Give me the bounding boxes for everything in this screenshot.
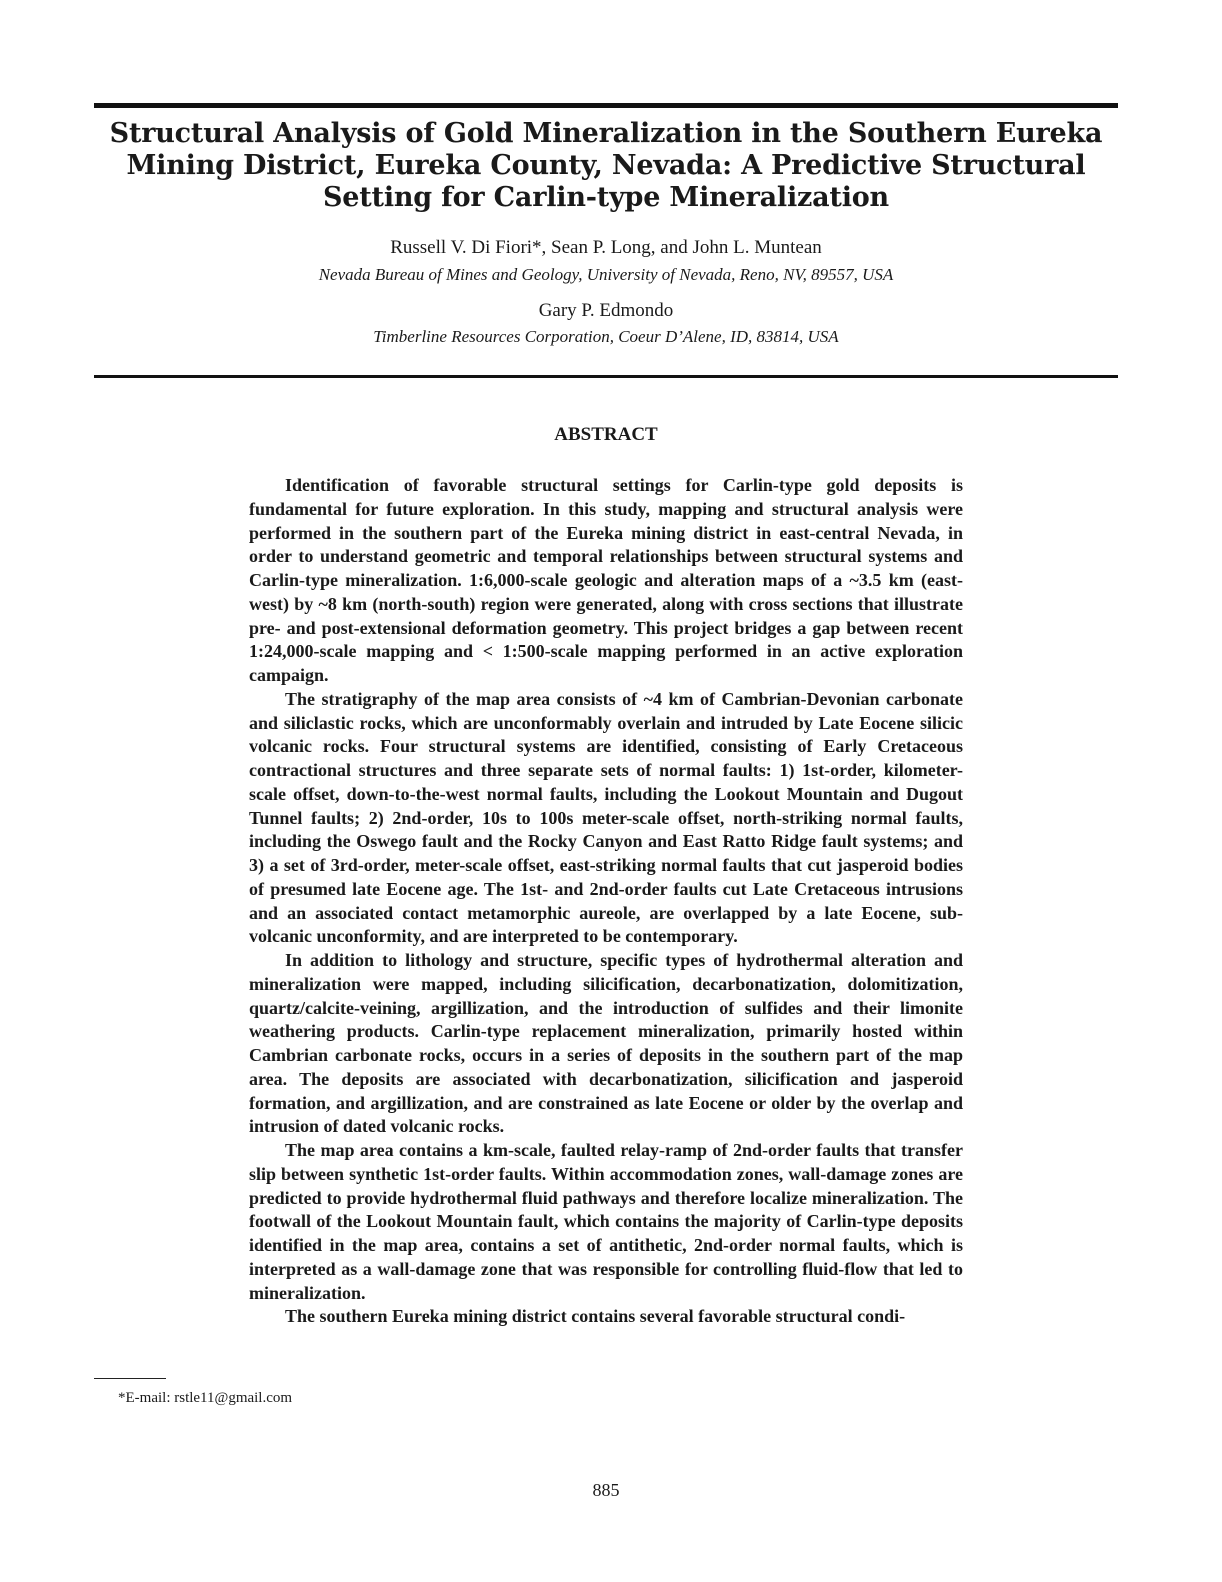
authors-line: Gary P. Edmondo [538,300,674,321]
abstract-paragraph: The southern Eureka mining district contains several favorable structural condi- [285,1306,906,1327]
abstract-paragraph: The stratigraphy of the map area consists of ~4 km of Cambrian-Devonian carbonate and siliclastic rocks, which are unconformably overlain and intruded by Late Eocene silicic volcanic rocks. Four structural systems are identified, consisting of Early Cretaceous contractional structures and three separate sets of normal faults: 1) 1st-order, kilometer-scale offset, down-to-the-west normal faults, including the Lookout Mountain and Dugout Tunnel faults; 2) 2nd-order, 10s to 100s meter-scale offset, north-striking normal faults, including the Oswego fault and the Rocky Canyon and East Ratto Ridge fault systems; and 3) a set of 3rd-order, meter-scale offset, east-striking normal faults that cut jasperoid bodies of presumed late Eocene age. The 1st- and 2nd-order faults cut Late Cretaceous intrusions and an associated contact metamorphic aureole, are overlapped by a late Eocene, sub-volcanic unconformity, and are interpreted to be contemporary. [249,688,963,947]
abstract-paragraph: In addition to lithology and structure, specific types of hydrothermal alteration and mineralization were mapped, including silicification, decarbonatization, dolomitization, quartz/calcite-veining, argillization, and the introduction of sulfides and their limonite weathering products. Carlin-type replacement mineralization, primarily hosted within Cambrian carbonate rocks, occurs in a series of deposits in the southern part of the map area. The deposits are associated with decarbonatization, silicification and jasperoid formation, and argillization, and are constrained as late Eocene or older by the overlap and intrusion of dated volcanic rocks. [249,950,963,1137]
bottom-rule [94,375,1118,378]
abstract-body [249,474,963,1329]
affiliation-line: Nevada Bureau of Mines and Geology, University of Nevada, Reno, NV, 89557, USA [318,265,894,284]
page-number: 885 [592,1480,620,1500]
abstract-heading: ABSTRACT [554,424,658,445]
author-group-1 [94,236,1118,286]
authors-line: Russell V. Di Fiori*, Sean P. Long, and John L. Muntean [390,237,822,258]
paper-title: Structural Analysis of Gold Mineralization in the Southern Eureka Mining District, Eureka County, Nevada: A Predictive Structural Setting for Carlin-type Mineralization [109,118,1103,213]
abstract-paragraph: Identification of favorable structural settings for Carlin-type gold deposits is fundamental for future exploration. In this study, mapping and structural analysis were performed in the southern part of the Eureka mining district in east-central Nevada, in order to understand geometric and temporal relationships between structural systems and Carlin-type mineralization. 1:6,000-scale geologic and alteration maps of a ~3.5 km (east-west) by ~8 km (north-south) region were generated, along with cross sections that illustrate pre- and post-extensional deformation geometry. This project bridges a gap between recent 1:24,000-scale mapping and < 1:500-scale mapping performed in an active exploration campaign. [249,475,963,685]
top-rule [94,103,1118,108]
footnote-rule [94,1378,166,1379]
footnote-email: *E-mail: rstle11@gmail.com [118,1390,293,1406]
abstract-paragraph: The map area contains a km-scale, faulted relay-ramp of 2nd-order faults that transfer slip between synthetic 1st-order faults. Within accommodation zones, wall-damage zones are predicted to provide hydrothermal fluid pathways and therefore localize mineralization. The footwall of the Lookout Mountain fault, which contains the majority of Carlin-type deposits identified in the map area, contains a set of antithetic, 2nd-order normal faults, which is interpreted as a wall-damage zone that was responsible for controlling fluid-flow that led to mineralization. [249,1140,963,1303]
affiliation-line: Timberline Resources Corporation, Coeur D’Alene, ID, 83814, USA [373,327,839,346]
author-group-2 [94,299,1118,348]
